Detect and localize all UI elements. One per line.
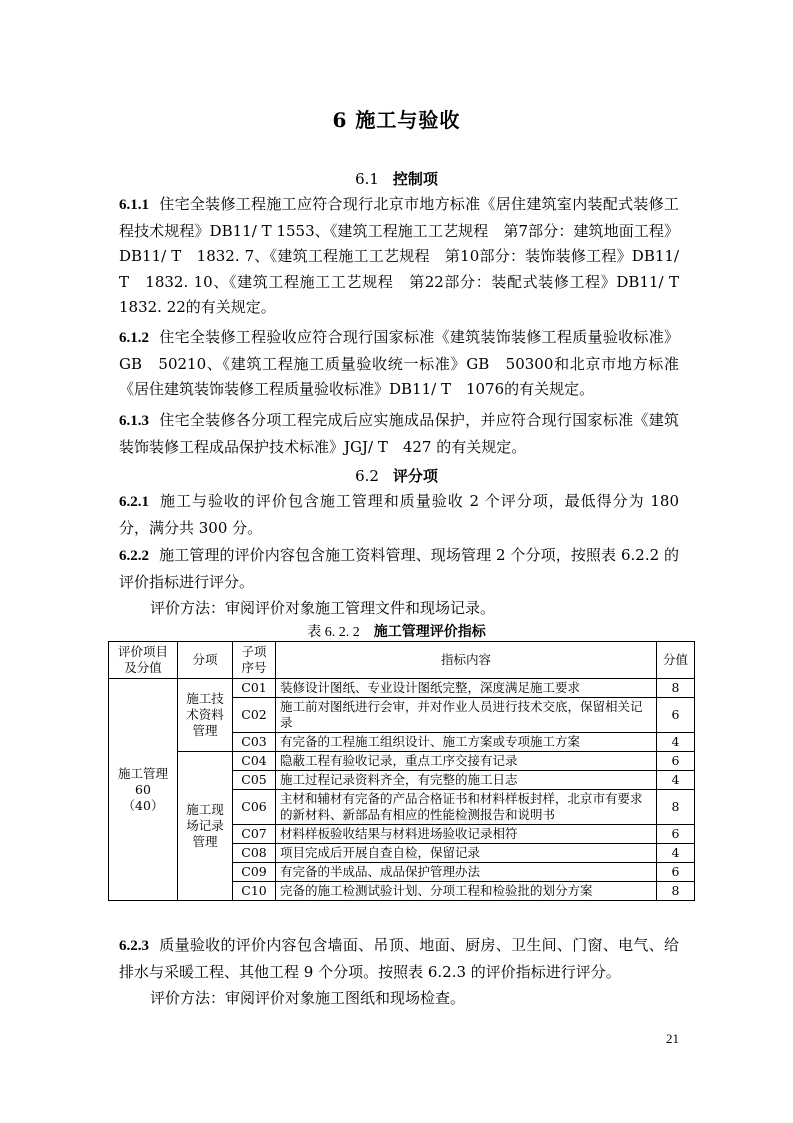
header-item: 评价项目及分值 bbox=[109, 642, 178, 679]
group-cell-2: 施工现场记录管理 bbox=[178, 752, 233, 901]
row-code: C02 bbox=[233, 698, 276, 733]
table-title: 施工管理评价指标 bbox=[373, 624, 486, 640]
row-code: C05 bbox=[233, 771, 276, 790]
header-code: 子项序号 bbox=[233, 642, 276, 679]
section-name: 评分项 bbox=[392, 467, 438, 485]
row-content: 主材和辅材有完备的产品合格证书和材料样板封样，北京市有要求的新材料、新部品有相应的性能检测报告和说明书 bbox=[276, 790, 657, 825]
row-content: 项目完成后开展自查自检，保留记录 bbox=[276, 844, 657, 863]
table-row bbox=[109, 679, 695, 698]
clause-number: 6.2.1 bbox=[119, 494, 149, 510]
evaluation-method-6-2-2: 评价方法：审阅评价对象施工管理文件和现场记录。 bbox=[150, 599, 496, 617]
clause-6-1-2 bbox=[119, 325, 679, 403]
row-code: C10 bbox=[233, 882, 276, 901]
clause-text: 住宅全装修工程施工应符合现行北京市地方标准《居住建筑室内装配式装修工程技术规程》DB11/ T 1553、《建筑工程施工工艺规程 第7部分：建筑地面工程》DB11/ T 1832. 7、《建筑工程施工工艺规程 第10部分：装饰装修工程》DB11/ T 1832. 10、《建筑工程施工工艺规程 第22部分：装配式装修工程》DB11/ T 1832. 22的有关规定。 bbox=[119, 195, 679, 316]
clause-text: 住宅全装修各分项工程完成后应实施成品保护，并应符合现行国家标准《建筑装饰装修工程成品保护技术标准》JGJ/ T 427 的有关规定。 bbox=[119, 411, 679, 456]
row-content: 施工过程记录资料齐全，有完整的施工日志 bbox=[276, 771, 657, 790]
clause-text: 质量验收的评价内容包含墙面、吊顶、地面、厨房、卫生间、门窗、电气、给排水与采暖工程、其他工程 9 个分项。按照表 6.2.3 的评价指标进行评分。 bbox=[119, 936, 679, 981]
row-score: 6 bbox=[657, 698, 695, 733]
page-number: 21 bbox=[666, 1031, 679, 1046]
row-code: C09 bbox=[233, 863, 276, 882]
row-score: 6 bbox=[657, 752, 695, 771]
clause-number: 6.1.2 bbox=[119, 330, 149, 346]
row-code: C07 bbox=[233, 825, 276, 844]
header-content: 指标内容 bbox=[276, 642, 657, 679]
evaluation-method-6-2-3: 评价方法：审阅评价对象施工图纸和现场检查。 bbox=[150, 989, 466, 1007]
row-content: 材料样板验收结果与材料进场验收记录相符 bbox=[276, 825, 657, 844]
section-name: 控制项 bbox=[392, 170, 438, 188]
section-number: 6.2 bbox=[355, 467, 379, 485]
header-score: 分值 bbox=[657, 642, 695, 679]
clause-6-1-3 bbox=[119, 408, 679, 460]
table-caption bbox=[0, 621, 793, 641]
item-name: 施工管理 bbox=[117, 765, 168, 781]
row-score: 8 bbox=[657, 790, 695, 825]
chapter-title: 6 施工与验收 bbox=[332, 108, 461, 132]
table-header-row bbox=[109, 642, 695, 679]
table-number: 表 6. 2. 2 bbox=[307, 625, 360, 640]
item-cell bbox=[109, 679, 178, 901]
clause-text: 施工管理的评价内容包含施工资料管理、现场管理 2 个分项，按照表 6.2.2 的评价指标进行评分。 bbox=[119, 546, 679, 591]
row-content: 完备的施工检测试验计划、分项工程和检验批的划分方案 bbox=[276, 882, 657, 901]
clause-6-2-3 bbox=[119, 933, 679, 985]
row-code: C06 bbox=[233, 790, 276, 825]
clause-text: 住宅全装修工程验收应符合现行国家标准《建筑装饰装修工程质量验收标准》GB 50210、《建筑工程施工质量验收统一标准》GB 50300和北京市地方标准《居住建筑装饰装修工程质量验收标准》DB11/ T 1076的有关规定。 bbox=[119, 328, 679, 398]
clause-number: 6.1.3 bbox=[119, 413, 149, 429]
row-score: 8 bbox=[657, 679, 695, 698]
evaluation-index-table bbox=[108, 641, 695, 901]
section-number: 6.1 bbox=[355, 170, 379, 188]
row-code: C03 bbox=[233, 733, 276, 752]
row-code: C04 bbox=[233, 752, 276, 771]
table-row bbox=[109, 752, 695, 771]
clause-text: 施工与验收的评价包含施工管理和质量验收 2 个评分项，最低得分为 180 分，满分共 300 分。 bbox=[119, 492, 679, 537]
row-content: 有完备的工程施工组织设计、施工方案或专项施工方案 bbox=[276, 733, 657, 752]
clause-number: 6.2.2 bbox=[119, 548, 149, 564]
row-score: 6 bbox=[657, 863, 695, 882]
row-content: 施工前对图纸进行会审，并对作业人员进行技术交底，保留相关记录 bbox=[276, 698, 657, 733]
clause-number: 6.2.3 bbox=[119, 938, 149, 954]
clause-6-2-2 bbox=[119, 543, 679, 595]
row-code: C08 bbox=[233, 844, 276, 863]
row-content: 装修设计图纸、专业设计图纸完整，深度满足施工要求 bbox=[276, 679, 657, 698]
section-title-6-1 bbox=[0, 168, 793, 189]
row-content: 有完备的半成品、成品保护管理办法 bbox=[276, 863, 657, 882]
clause-6-2-1 bbox=[119, 489, 679, 541]
row-score: 4 bbox=[657, 844, 695, 863]
header-sub: 分项 bbox=[178, 642, 233, 679]
row-content: 隐蔽工程有验收记录，重点工序交接有记录 bbox=[276, 752, 657, 771]
item-score: 60 bbox=[135, 781, 151, 797]
clause-6-1-1 bbox=[119, 192, 679, 321]
row-score: 4 bbox=[657, 771, 695, 790]
item-min-score: （40） bbox=[122, 797, 164, 813]
section-title-6-2 bbox=[0, 465, 793, 486]
group-cell-1: 施工技术资料管理 bbox=[178, 679, 233, 752]
row-score: 6 bbox=[657, 825, 695, 844]
row-score: 8 bbox=[657, 882, 695, 901]
row-code: C01 bbox=[233, 679, 276, 698]
clause-number: 6.1.1 bbox=[119, 197, 149, 213]
row-score: 4 bbox=[657, 733, 695, 752]
